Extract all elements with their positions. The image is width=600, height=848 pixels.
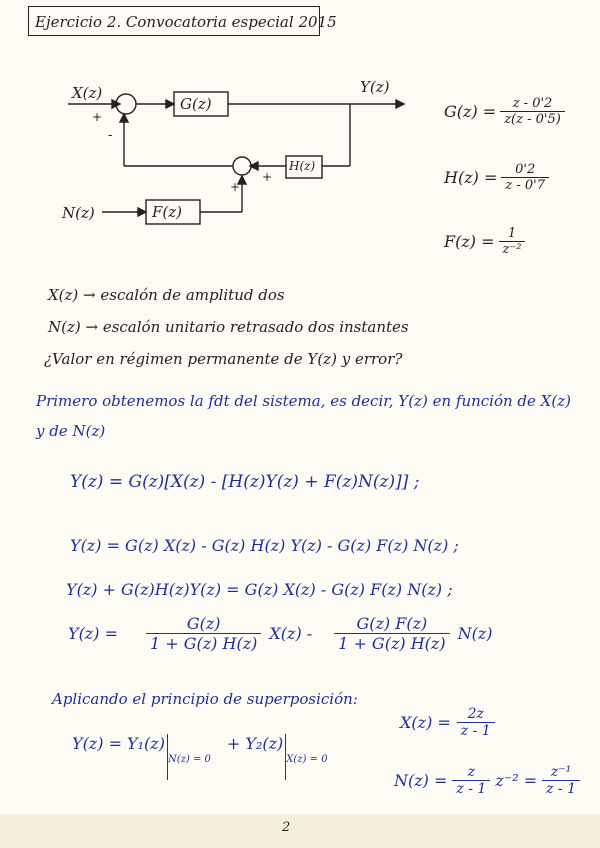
eq5-lhs: Y(z) = Y₁(z) [72, 734, 165, 753]
g-numerator: z - 0'2 [512, 96, 553, 111]
eq4-denominator-2: 1 + G(z) H(z) [334, 633, 449, 653]
superposition-text: Aplicando el principio de superposición: [52, 690, 358, 708]
n-lhs: N(z) = [394, 771, 448, 790]
eq4-middle: X(z) - [269, 624, 313, 643]
equation-2: Y(z) = G(z) X(z) - G(z) H(z) Y(z) - G(z) F(z) N(z) ; [70, 536, 459, 555]
solution-intro-1: Primero obtenemos la fdt del sistema, es decir, Y(z) en función de X(z) [36, 392, 571, 410]
g-block-label: G(z) [180, 95, 212, 113]
eq4-numerator-2: G(z) F(z) [356, 614, 428, 633]
statement-line-1: X(z) → escalón de amplitud dos [48, 286, 285, 304]
g-definition [444, 96, 565, 127]
g-denominator: z(z - 0'5) [500, 111, 565, 127]
statement-line-2: N(z) → escalón unitario retrasado dos instantes [48, 318, 409, 336]
h-block-label: H(z) [289, 159, 316, 173]
sign-plus-x: + [92, 110, 103, 124]
sign-plus-h: + [262, 170, 273, 184]
f-denominator: z⁻² [499, 241, 526, 257]
equation-5 [72, 734, 328, 780]
h-denominator: z - 0'7 [501, 177, 549, 193]
sign-plus-f: + [230, 180, 241, 194]
n-numerator-1: z [467, 764, 476, 780]
x-definition [400, 706, 495, 739]
solution-intro-2: y de N(z) [36, 422, 106, 440]
eq4-denominator-1: 1 + G(z) H(z) [146, 633, 261, 653]
eq5-subscript-1: N(z) = 0 [167, 734, 211, 780]
eq4-numerator-1: G(z) [186, 614, 221, 633]
statement-line-3: ¿Valor en régimen permanente de Y(z) y error? [44, 350, 403, 368]
x-denominator: z - 1 [457, 722, 495, 739]
equation-4 [68, 614, 493, 653]
f-block-label: F(z) [152, 203, 183, 221]
sign-minus-feedback: - [108, 128, 113, 143]
eq5-subscript-2: X(z) = 0 [285, 734, 327, 780]
page-footer-strip [0, 814, 600, 848]
equation-1: Y(z) = G(z)[X(z) - [H(z)Y(z) + F(z)N(z)]] ; [70, 472, 420, 492]
eq5-plus: + Y₂(z) [226, 734, 284, 753]
summing-junction-2 [233, 157, 251, 175]
n-numerator-2: z⁻¹ [550, 764, 572, 780]
n-denominator-2: z - 1 [542, 780, 580, 797]
equation-3: Y(z) + G(z)H(z)Y(z) = G(z) X(z) - G(z) F(z) N(z) ; [66, 580, 453, 599]
n-middle: z⁻² = [495, 771, 538, 790]
h-lhs: H(z) = [444, 168, 498, 187]
f-definition [444, 226, 525, 257]
diagram-label-x: X(z) [72, 84, 103, 102]
page-number: 2 [282, 820, 291, 835]
f-numerator: 1 [507, 226, 517, 241]
x-numerator: 2z [467, 706, 484, 722]
n-definition [394, 764, 580, 797]
x-lhs: X(z) = [400, 713, 451, 732]
diagram-label-y: Y(z) [360, 78, 390, 96]
h-definition [444, 162, 549, 193]
exercise-title: Ejercicio 2. Convocatoria especial 2015 [28, 6, 320, 36]
g-lhs: G(z) = [444, 102, 497, 121]
f-lhs: F(z) = [444, 232, 495, 251]
n-denominator-1: z - 1 [452, 780, 490, 797]
eq4-end: N(z) [457, 624, 493, 643]
h-numerator: 0'2 [515, 162, 536, 177]
diagram-label-n: N(z) [62, 204, 95, 222]
eq4-lhs: Y(z) = [68, 624, 118, 643]
